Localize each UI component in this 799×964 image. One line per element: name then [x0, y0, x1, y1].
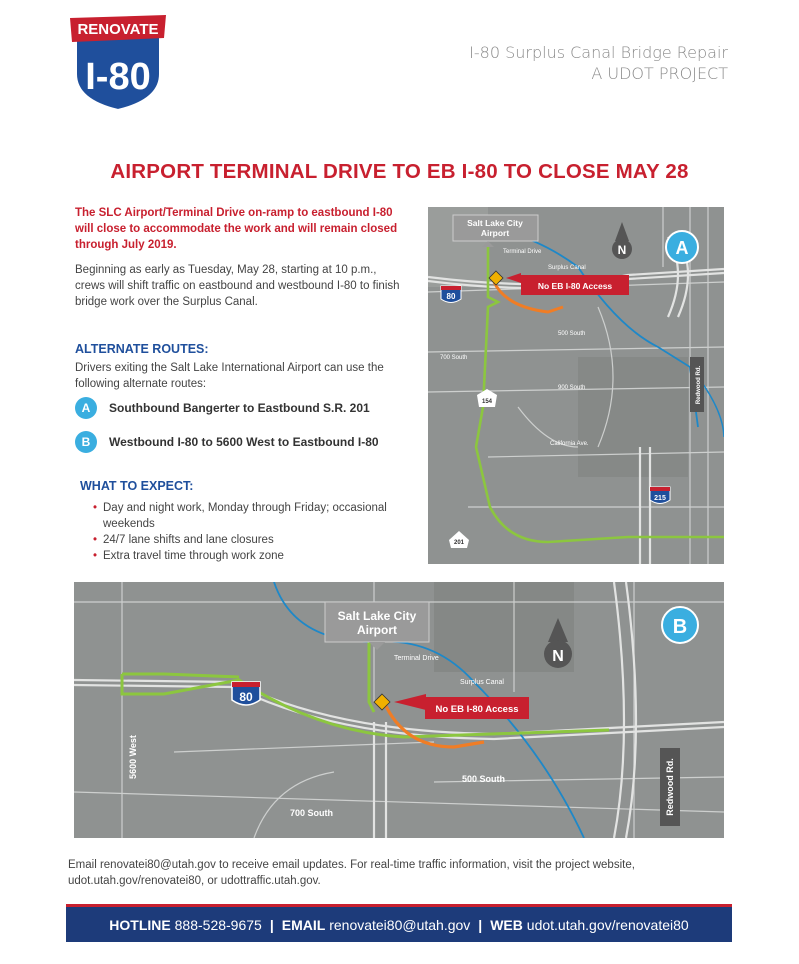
expect-list	[93, 500, 393, 564]
map-b-street-500s: 500 South	[462, 774, 506, 784]
what-to-expect-title: WHAT TO EXPECT:	[80, 479, 194, 493]
map-b	[74, 582, 724, 838]
route-b-badge: B	[75, 431, 97, 453]
map-a	[428, 207, 724, 564]
expect-item: • Day and night work, Monday through Friday; occasional weekends	[93, 500, 393, 532]
map-b-airport-label: Salt Lake City Airport	[337, 609, 417, 637]
web-label: WEB	[490, 916, 523, 933]
map-b-badge: B	[672, 616, 688, 638]
map-b-street-700s: 700 South	[290, 808, 334, 818]
intro-text: The SLC Airport/Terminal Drive on-ramp to eastbound I-80 will close to accommodate the work and will remain closed through July 2019.	[75, 207, 398, 251]
logo-banner-text: RENOVATE	[77, 21, 159, 38]
alternate-routes-title: ALTERNATE ROUTES:	[75, 342, 209, 356]
route-a-badge: A	[75, 397, 97, 419]
hotline-number[interactable]: 888-528-9675	[174, 916, 262, 933]
map-b-street-5600w: 5600 West	[128, 735, 138, 779]
expect-item: • Extra travel time through work zone	[93, 548, 393, 564]
map-b-street-terminal: Terminal Drive	[394, 655, 439, 662]
logo-shield-text: I-80	[85, 56, 151, 98]
email-link[interactable]: renovatei80@utah.gov	[329, 916, 471, 933]
headline: AIRPORT TERMINAL DRIVE TO EB I-80 TO CLOSE MAY 28	[110, 160, 689, 183]
renovate-i80-logo	[68, 12, 168, 112]
map-b-street-redwood: Redwood Rd.	[665, 758, 675, 816]
project-name: I-80 Surplus Canal Bridge Repair	[469, 43, 728, 62]
route-a	[75, 397, 370, 419]
map-a-street-700s: 700 South	[440, 355, 468, 361]
map-a-street-900s: 900 South	[558, 385, 586, 391]
contact-bar	[66, 904, 732, 942]
map-a-street-canal: Surplus Canal	[548, 265, 586, 271]
map-a-sr154-shield: 154	[481, 399, 493, 405]
map-a-street-california: California Ave.	[550, 441, 589, 447]
route-a-text: Southbound Bangerter to Eastbound S.R. 201	[109, 401, 370, 415]
expect-item: • 24/7 lane shifts and lane closures	[93, 532, 393, 548]
separator: |	[269, 916, 274, 933]
map-a-street-500s: 500 South	[558, 331, 586, 337]
map-b-street-canal: Surplus Canal	[460, 679, 504, 686]
map-a-sr201-shield: 201	[453, 540, 465, 546]
separator: |	[478, 916, 483, 933]
map-b-north-icon: N	[552, 648, 564, 665]
map-a-closure-label: No EB I-80 Access	[537, 281, 613, 291]
footer-note: Email renovatei80@utah.gov to receive email updates. For real-time traffic information, visit the project website, udot.utah.gov/renovatei80, or udottraffic.utah.gov.	[68, 859, 635, 887]
map-a-badge: A	[675, 238, 689, 258]
map-b-closure-label: No EB I-80 Access	[435, 704, 519, 715]
map-b-i80-shield: 80	[239, 690, 253, 704]
map-a-i80-shield: 80	[446, 292, 456, 301]
map-a-north-icon: N	[617, 243, 627, 257]
hotline-label: HOTLINE	[109, 916, 171, 933]
email-label: EMAIL	[281, 916, 326, 933]
body-text: Beginning as early as Tuesday, May 28, starting at 10 p.m., crews will shift traffic on eastbound and westbound I-80 to finish bridge work over the Surplus Canal.	[75, 264, 400, 308]
map-a-street-redwood: Redwood Rd.	[696, 365, 702, 405]
map-a-street-terminal: Terminal Drive	[503, 249, 542, 255]
route-b-text: Westbound I-80 to 5600 West to Eastbound I-80	[109, 435, 379, 449]
map-a-airport-label: Salt Lake City Airport	[467, 218, 523, 238]
alternate-routes-intro: Drivers exiting the Salt Lake International Airport can use the following alternate routes:	[75, 362, 384, 390]
project-title	[469, 42, 728, 84]
route-b	[75, 431, 379, 453]
project-agency: A UDOT PROJECT	[591, 64, 728, 83]
map-a-i215-shield: 215	[654, 495, 666, 502]
web-link[interactable]: udot.utah.gov/renovatei80	[526, 916, 689, 933]
